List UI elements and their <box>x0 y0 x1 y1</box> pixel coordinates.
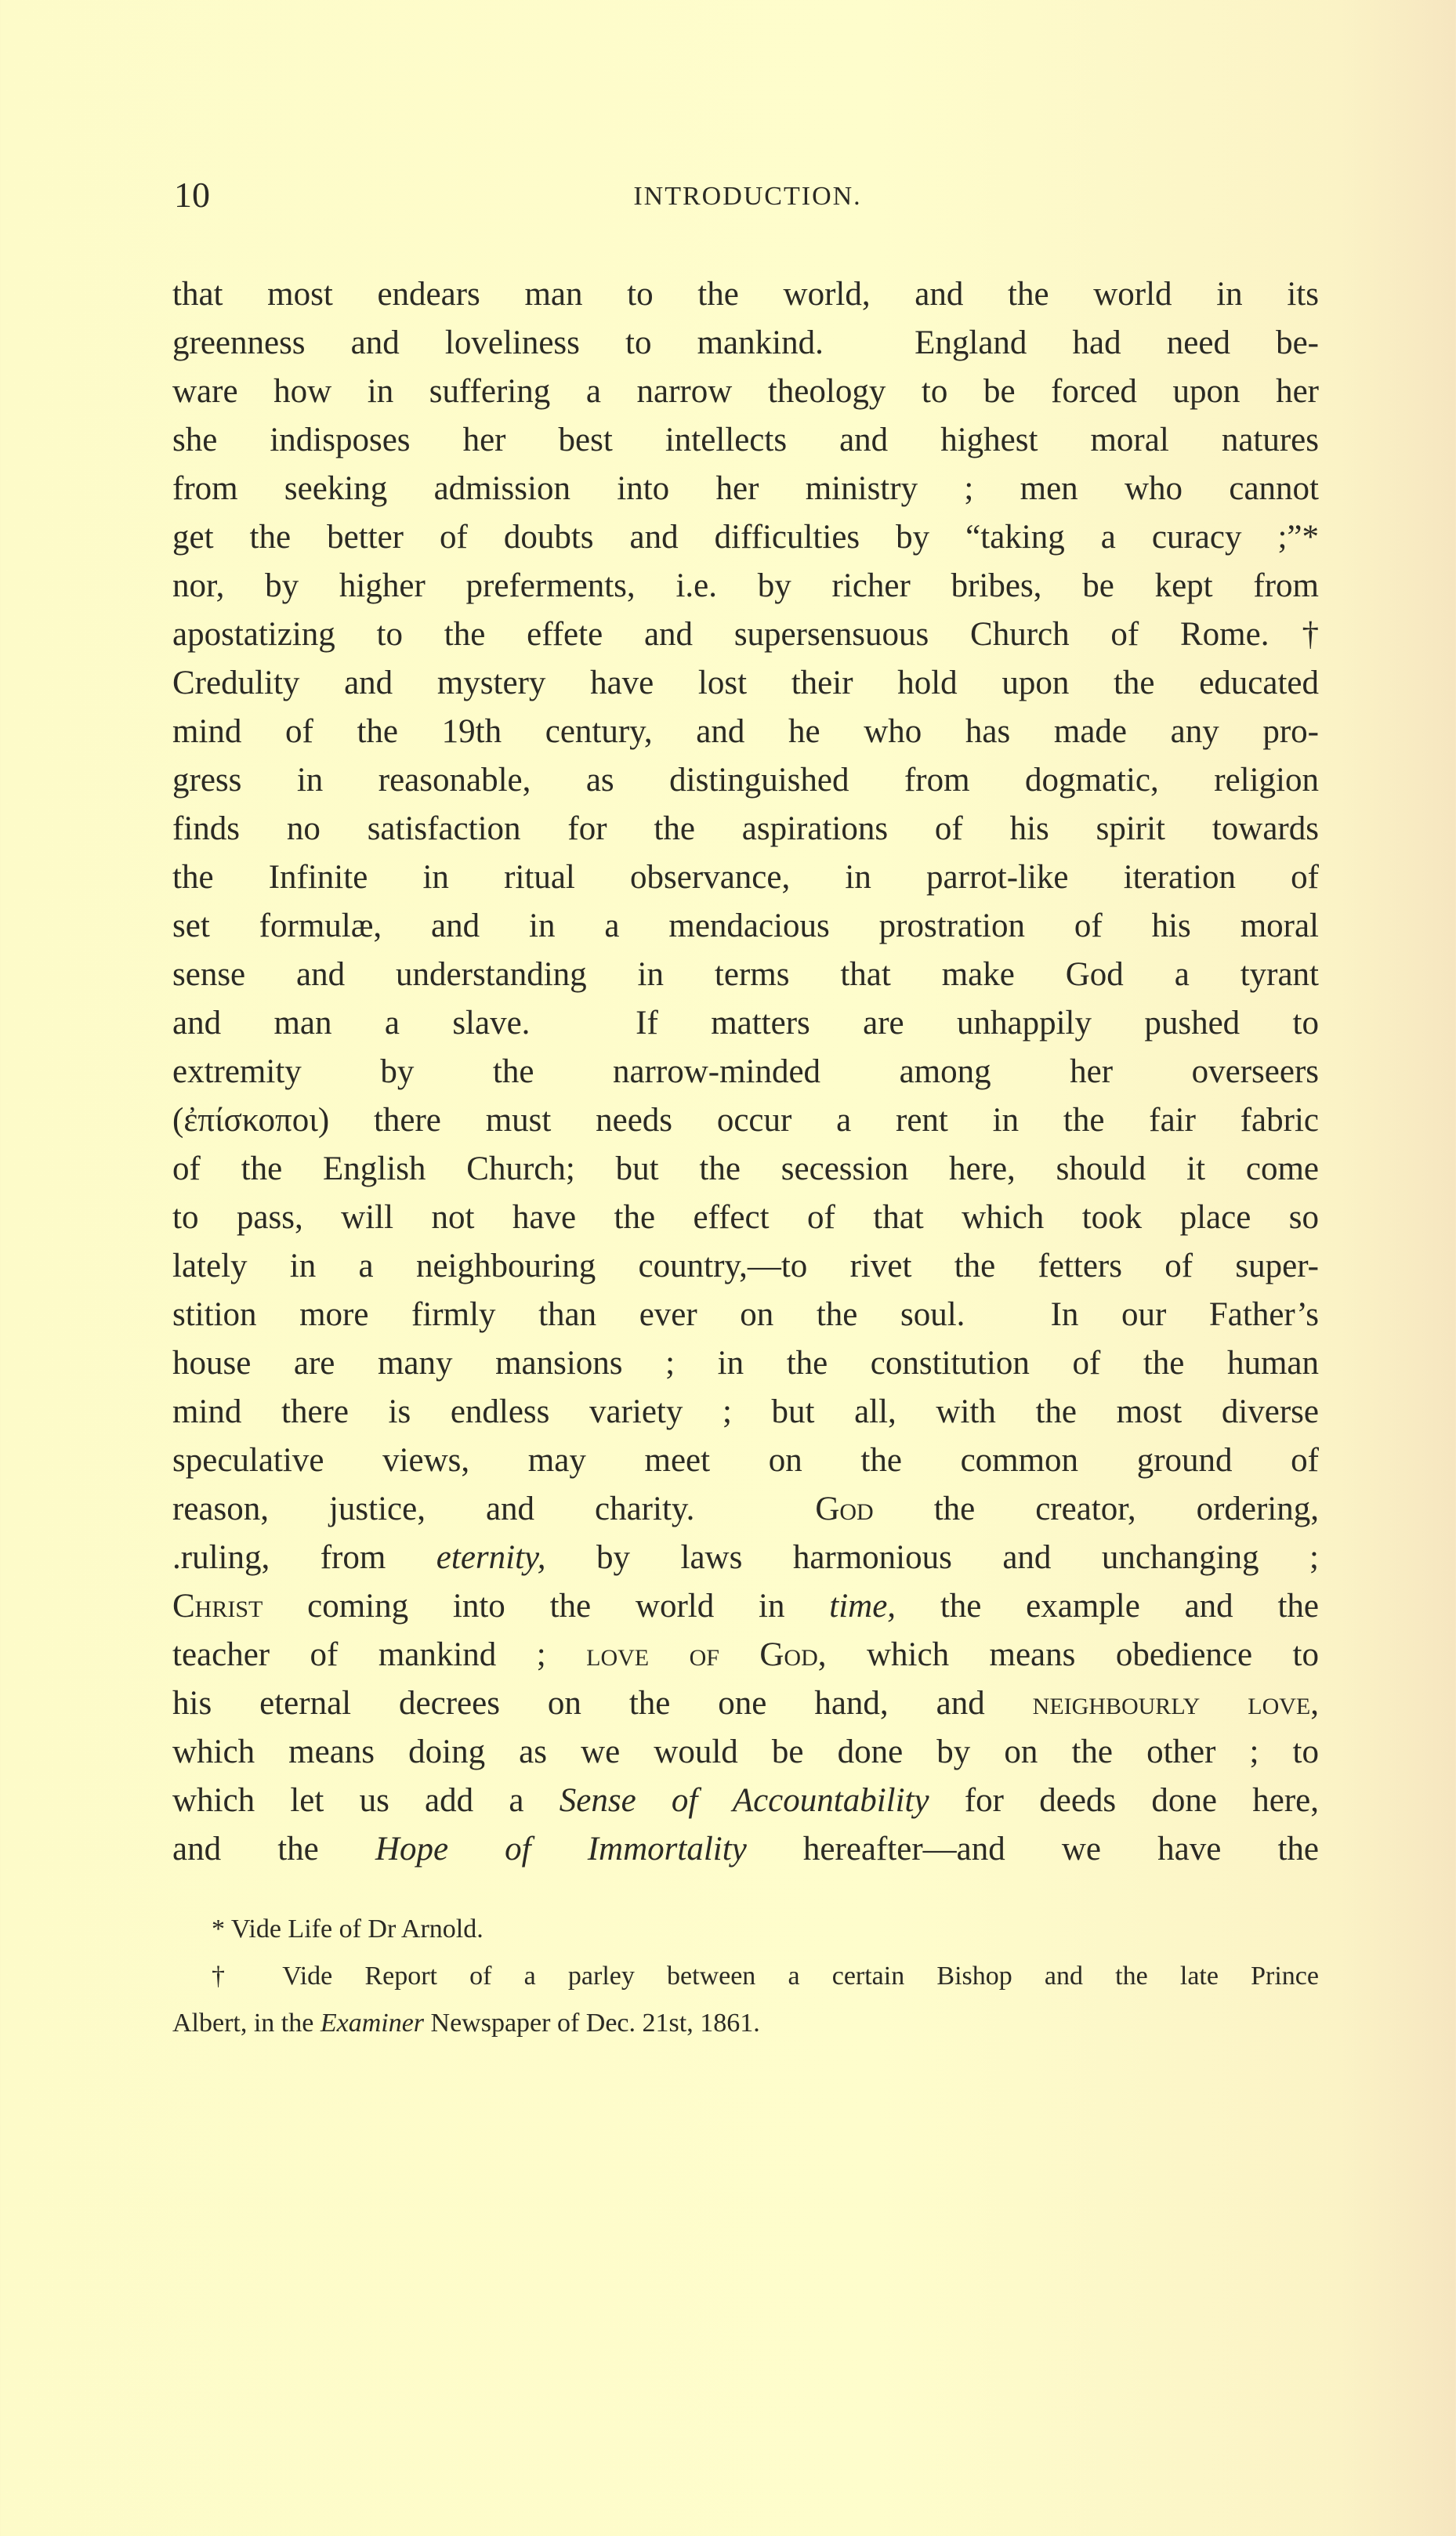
text-run: get the better of doubts and difficulties by “taking a curacy ;”* <box>172 519 1319 556</box>
text-line <box>172 902 1319 951</box>
small-caps-text: neighbourly love, <box>1032 1685 1319 1722</box>
text-run: stition more firmly than ever on the soul. In our Father’s <box>172 1296 1319 1333</box>
text-run: and man a slave. If matters are unhappily pushed to <box>172 1005 1319 1042</box>
page-number: 10 <box>174 175 210 215</box>
text-run: † Vide Report of a parley between a certain Bishop and the late Prince <box>212 1962 1319 1991</box>
text-line <box>172 659 1319 708</box>
text-run: from seeking admission into her ministry ; men who cannot <box>172 470 1319 507</box>
text-line <box>172 1194 1319 1242</box>
text-run: coming into the world in <box>263 1588 830 1625</box>
text-run: greenness and loveliness to mankind. England had need be- <box>172 324 1319 361</box>
text-run: hereafter—and we have the <box>746 1831 1319 1868</box>
text-line <box>172 513 1319 562</box>
text-line <box>172 416 1319 465</box>
text-run: she indisposes her best intellects and highest moral natures <box>172 422 1319 458</box>
italic-text: time, <box>829 1588 896 1625</box>
text-line <box>172 708 1319 756</box>
text-line <box>172 1679 1319 1728</box>
text-line <box>172 319 1319 368</box>
footnote-line <box>172 1906 1319 1953</box>
text-run: for deeds done here, <box>929 1782 1319 1819</box>
text-run: the example and the <box>896 1588 1319 1625</box>
text-line <box>172 756 1319 805</box>
text-run: reason, justice, and charity. <box>172 1491 816 1527</box>
text-line <box>172 853 1319 902</box>
text-line <box>172 610 1319 659</box>
text-run: by laws harmonious and unchanging ; <box>545 1539 1319 1576</box>
text-run: lately in a neighbouring country,—to rivet the fetters of super- <box>172 1248 1319 1284</box>
text-line <box>172 368 1319 416</box>
italic-text: Hope of Immortality <box>375 1831 747 1868</box>
text-run: which means doing as we would be done by on the other ; to <box>172 1734 1319 1770</box>
text-line <box>172 1096 1319 1145</box>
text-run: teacher of mankind ; <box>172 1636 587 1673</box>
text-run: the Infinite in ritual observance, in parrot-like iteration of <box>172 859 1319 896</box>
footnotes <box>172 1906 1319 2047</box>
text-run: which means obedience to <box>826 1636 1319 1673</box>
body-text <box>172 270 1319 1874</box>
footnote-line <box>172 1953 1319 2000</box>
text-line <box>172 951 1319 999</box>
text-line <box>172 1242 1319 1291</box>
italic-text: eternity, <box>436 1539 546 1576</box>
small-caps-text: love of God, <box>586 1636 827 1673</box>
text-line <box>172 1048 1319 1096</box>
text-line <box>172 1825 1319 1874</box>
text-run: nor, by higher preferments, i.e. by richer bribes, be kept from <box>172 567 1319 604</box>
text-line <box>172 1728 1319 1777</box>
text-run: which let us add a <box>172 1782 560 1819</box>
text-run: that most endears man to the world, and the world in its <box>172 276 1319 313</box>
text-line <box>172 1485 1319 1534</box>
text-line <box>172 465 1319 513</box>
text-run: mind of the 19th century, and he who has made any pro- <box>172 713 1319 750</box>
text-run: to pass, will not have the effect of that which took place so <box>172 1199 1319 1236</box>
text-run: extremity by the narrow-minded among her overseers <box>172 1053 1319 1090</box>
small-caps-text: God <box>815 1491 874 1527</box>
text-run: * Vide Life of Dr Arnold. <box>212 1915 484 1944</box>
text-run: set formulæ, and in a mendacious prostration of his moral <box>172 908 1319 944</box>
text-line <box>172 1631 1319 1679</box>
text-run: Albert, in the <box>172 2009 321 2038</box>
text-run: and the <box>172 1831 375 1868</box>
text-run: speculative views, may meet on the common ground of <box>172 1442 1319 1479</box>
text-line <box>172 270 1319 319</box>
text-run: gress in reasonable, as distinguished from dogmatic, religion <box>172 762 1319 799</box>
text-run: of the English Church; but the secession here, should it come <box>172 1150 1319 1187</box>
text-run: ware how in suffering a narrow theology to be forced upon her <box>172 373 1319 410</box>
text-run: mind there is endless variety ; but all, with the most diverse <box>172 1393 1319 1430</box>
italic-text: Examiner <box>320 2009 425 2038</box>
text-line <box>172 1436 1319 1485</box>
footnote-line <box>172 2000 1319 2047</box>
text-run: the creator, ordering, <box>873 1491 1319 1527</box>
text-line <box>172 999 1319 1048</box>
text-run: Credulity and mystery have lost their hold upon the educated <box>172 665 1319 701</box>
text-line <box>172 1388 1319 1436</box>
text-run: finds no satisfaction for the aspirations of his spirit towards <box>172 810 1319 847</box>
text-line <box>172 1145 1319 1194</box>
text-run: house are many mansions ; in the constitution of the human <box>172 1345 1319 1382</box>
text-run: Newspaper of Dec. 21st, 1861. <box>424 2009 760 2038</box>
text-line <box>172 1582 1319 1631</box>
running-head: INTRODUCTION. <box>633 182 862 211</box>
text-run: apostatizing to the effete and supersensuous Church of Rome.† <box>172 616 1319 653</box>
text-line <box>172 1339 1319 1388</box>
text-line <box>172 805 1319 853</box>
italic-text: Sense of Accountability <box>559 1782 929 1819</box>
text-run: .ruling, from <box>172 1539 436 1576</box>
text-line <box>172 562 1319 610</box>
text-line <box>172 1291 1319 1339</box>
small-caps-text: Christ <box>172 1588 263 1625</box>
text-run: his eternal decrees on the one hand, and <box>172 1685 1033 1722</box>
text-run: (ἐπίσκοποι) there must needs occur a rent in the fair fabric <box>172 1102 1319 1139</box>
text-line <box>172 1777 1319 1825</box>
text-run: sense and understanding in terms that make God a tyrant <box>172 956 1319 993</box>
text-line <box>172 1534 1319 1582</box>
